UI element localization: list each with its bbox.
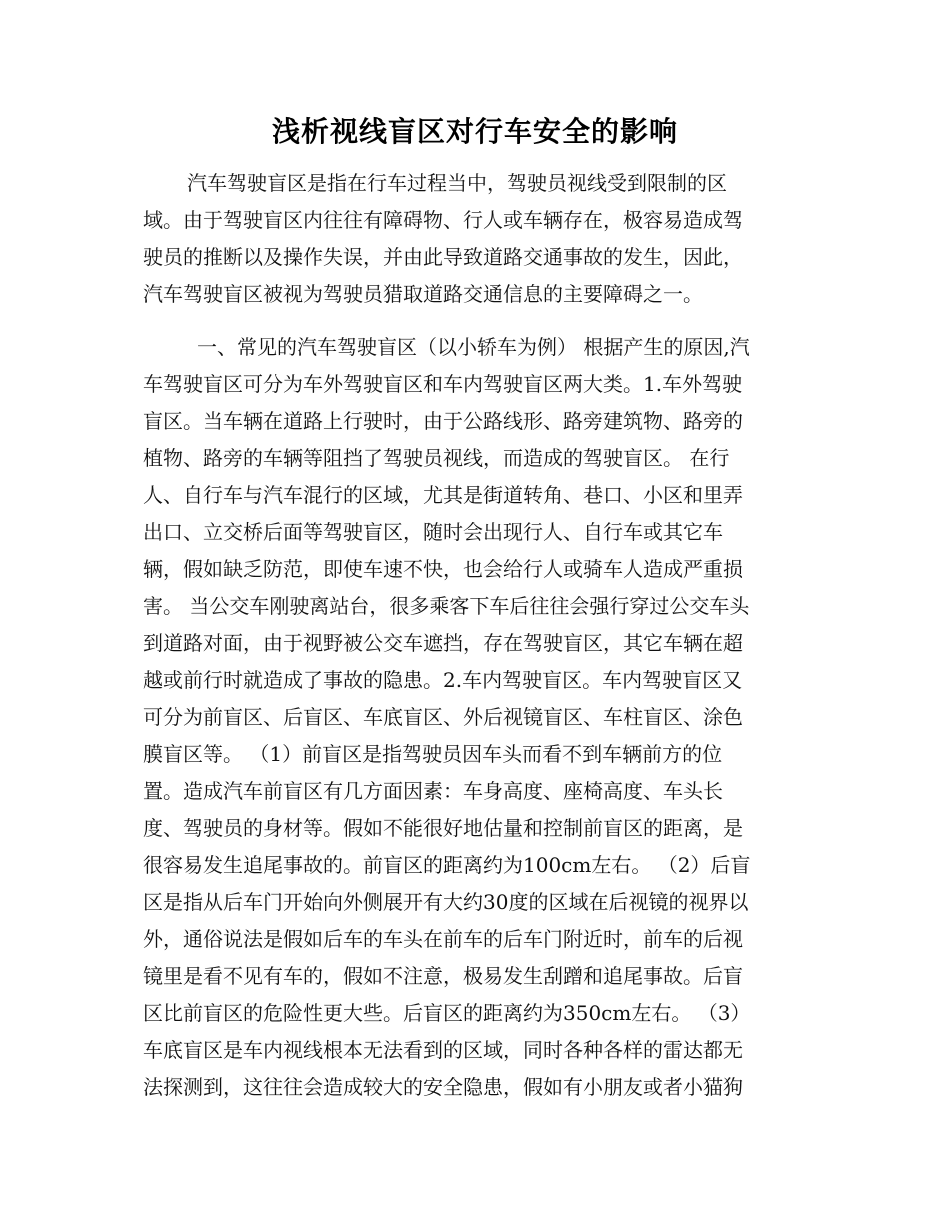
paragraph-2-line-17: 外，通俗说法是假如后车的车头在前车的后车门附近时，前车的后视 — [143, 927, 743, 951]
paragraph-2-line-11: 可分为前盲区、后盲区、车底盲区、外后视镜盲区、车柱盲区、涂色 — [143, 705, 743, 729]
paragraph-1-line-1: 汽车驾驶盲区是指在行车过程当中，驾驶员视线受到限制的区 — [187, 171, 727, 195]
paragraph-2-line-12: 膜盲区等。 （1）前盲区是指驾驶员因车头而看不到车辆前方的位 — [143, 742, 723, 766]
paragraph-2-line-21: 法探测到，这往往会造成较大的安全隐患，假如有小朋友或者小猫狗 — [143, 1075, 743, 1099]
paragraph-2-line-14: 度、驾驶员的身材等。假如不能很好地估量和控制前盲区的距离，是 — [143, 816, 743, 840]
paragraph-2-line-13: 置。造成汽车前盲区有几方面因素：车身高度、座椅高度、车头长 — [143, 779, 723, 803]
paragraph-2-line-7: 辆，假如缺乏防范，即使车速不快，也会给行人或骑车人造成严重损 — [143, 557, 743, 581]
paragraph-2-line-4: 植物、路旁的车辆等阻挡了驾驶员视线，而造成的驾驶盲区。 在行 — [143, 446, 730, 470]
paragraph-2-line-18: 镜里是看不见有车的，假如不注意，极易发生刮蹭和追尾事故。后盲 — [143, 964, 743, 988]
paragraph-1-line-4: 汽车驾驶盲区被视为驾驶员猎取道路交通信息的主要障碍之一。 — [143, 282, 703, 306]
paragraph-1-line-2: 域。由于驾驶盲区内往往有障碍物、行人或车辆存在，极容易造成驾 — [143, 208, 743, 232]
paragraph-2-line-6: 出口、立交桥后面等驾驶盲区，随时会出现行人、自行车或其它车 — [143, 520, 723, 544]
paragraph-2-line-20: 车底盲区是车内视线根本无法看到的区域，同时各种各样的雷达都无 — [143, 1038, 743, 1062]
paragraph-2-line-15: 很容易发生追尾事故的。前盲区的距离约为100cm左右。 （2）后盲 — [143, 853, 751, 877]
paragraph-2-line-16: 区是指从后车门开始向外侧展开有大约30度的区域在后视镜的视界以 — [143, 890, 749, 914]
paragraph-2-line-10: 越或前行时就造成了事故的隐患。2.车内驾驶盲区。车内驾驶盲区又 — [143, 668, 743, 692]
paragraph-2-line-19: 区比前盲区的危险性更大些。后盲区的距离约为350cm左右。 （3） — [143, 1001, 751, 1025]
document-title: 浅析视线盲区对行车安全的影响 — [271, 115, 678, 148]
paragraph-2-line-2: 车驾驶盲区可分为车外驾驶盲区和车内驾驶盲区两大类。1.车外驾驶 — [143, 372, 743, 396]
paragraph-1-line-3: 驶员的推断以及操作失误，并由此导致道路交通事故的发生，因此， — [143, 245, 743, 269]
paragraph-2-line-9: 到道路对面，由于视野被公交车遮挡，存在驾驶盲区，其它车辆在超 — [143, 631, 743, 655]
paragraph-2-line-3: 盲区。当车辆在道路上行驶时，由于公路线形、路旁建筑物、路旁的 — [143, 409, 743, 433]
paragraph-2-line-8: 害。 当公交车刚驶离站台，很多乘客下车后往往会强行穿过公交车头 — [143, 594, 750, 618]
paragraph-2-line-1: 一、常见的汽车驾驶盲区（以小轿车为例） 根据产生的原因,汽 — [197, 335, 750, 359]
paragraph-2-line-5: 人、自行车与汽车混行的区域，尤其是街道转角、巷口、小区和里弄 — [143, 483, 743, 507]
